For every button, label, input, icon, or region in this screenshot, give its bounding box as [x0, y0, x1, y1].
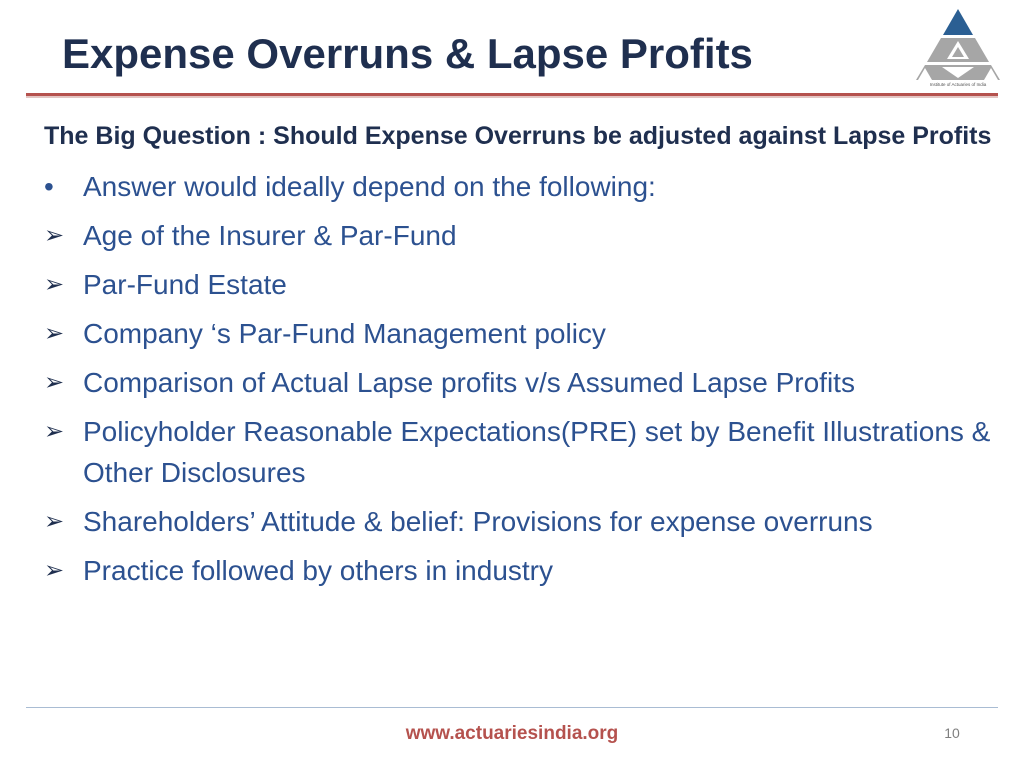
big-question: The Big Question : Should Expense Overruns be adjusted against Lapse Profits: [44, 122, 992, 150]
bullet-text: Shareholders’ Attitude & belief: Provisions for expense overruns: [83, 506, 873, 537]
bullet-text: Policyholder Reasonable Expectations(PRE) set by Benefit Illustrations & Other Disclosures: [83, 416, 991, 488]
slide-title: Expense Overruns & Lapse Profits: [62, 30, 753, 77]
bullet-list: [44, 166, 1004, 591]
bullet-item: [44, 362, 1004, 403]
bullet-dot-icon: •: [44, 171, 54, 202]
bullet-text: Practice followed by others in industry: [83, 555, 553, 586]
arrow-bullet-icon: ➢: [44, 271, 65, 298]
bullet-item: [44, 550, 1004, 591]
footer-website-link[interactable]: www.actuariesindia.org: [405, 723, 619, 744]
institute-logo-icon: [914, 6, 1002, 82]
arrow-bullet-icon: ➢: [44, 222, 65, 249]
page-number: 10: [944, 725, 960, 741]
arrow-bullet-icon: ➢: [44, 320, 65, 347]
title-divider-shadow: [26, 96, 998, 98]
bullet-text: Age of the Insurer & Par-Fund: [83, 220, 457, 251]
bullet-item: [44, 313, 1004, 354]
bullet-item: [44, 215, 1004, 256]
arrow-bullet-icon: ➢: [44, 557, 65, 584]
institute-logo: [914, 6, 1002, 92]
bullet-text: Answer would ideally depend on the following:: [83, 171, 656, 202]
arrow-bullet-icon: ➢: [44, 418, 65, 445]
slide-content: [44, 116, 1004, 599]
footer-divider: [26, 707, 998, 708]
bullet-text: Par-Fund Estate: [83, 269, 287, 300]
bullet-text: Comparison of Actual Lapse profits v/s Assumed Lapse Profits: [83, 367, 855, 398]
arrow-bullet-icon: ➢: [44, 508, 65, 535]
arrow-bullet-icon: ➢: [44, 369, 65, 396]
bullet-item: [44, 264, 1004, 305]
bullet-item: [44, 411, 1004, 493]
bullet-item: [44, 166, 1004, 207]
logo-caption: Institute of Actuaries of India: [929, 82, 987, 87]
bullet-text: Company ‘s Par-Fund Management policy: [83, 318, 606, 349]
bullet-item: [44, 501, 1004, 542]
